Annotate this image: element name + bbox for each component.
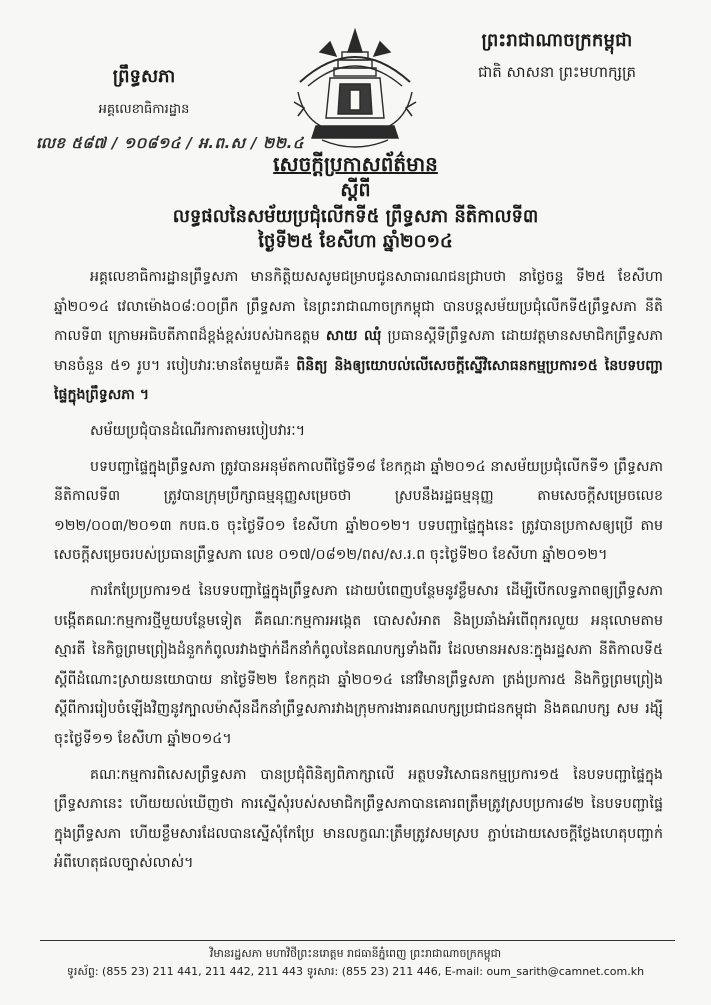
reference-number: លេខ ៥៨៧ / ១០៨១៤ / អ.ព.ស / ២២.៤	[36, 134, 304, 152]
title-subject: លទ្ធផលនៃសម័យប្រជុំលើកទី៥ ព្រឹទ្ធសភា នីតិកាលទី៣	[172, 205, 539, 227]
title-date: ថ្ងៃទី២៥ ខែសីហា ឆ្នាំ២០១៤	[258, 231, 453, 253]
phone-number: (855 23) 211 441, 211 442, 211 443	[102, 965, 304, 978]
paragraph-3: បទបញ្ជាផ្ទៃក្នុងព្រឹទ្ធសភា ត្រូវបានអនុម័តកាលពីថ្ងៃទី១៨ ខែកក្កដា ឆ្នាំ២០១៤ នាសម័យប្រជុំលើកទី១ ព្រឹទ្ធសភា នីតិកាលទី៣ ត្រូវបានក្រុមប្រឹក្សាធម្មនុញ្ញសម្រេចថា ស្របនឹងរដ្ឋធម្មនុញ្ញ តាមសេចក្តីសម្រេចលេខ ១២២/០០៣/២០១៣ កបធ.ច ចុះថ្ងៃទី០១ ខែសីហា ឆ្នាំ២០១២។ បទបញ្ជាផ្ទៃក្នុងនេះ ត្រូវបានប្រកាសឲ្យប្រើ តាមសេចក្តីសម្រេចរបស់ប្រធានព្រឹទ្ធសភា លេខ ០១៧/០៨១២/ពស/ស.រ.ព ចុះថ្ងៃទី២០ ខែសីហា ឆ្នាំ២០១២។	[54, 458, 663, 564]
document-title-block	[0, 152, 711, 254]
document-title: សេចក្តីប្រកាសព័ត៌មាន	[273, 152, 438, 176]
footer-contacts	[0, 963, 711, 981]
paragraph-2: សម័យប្រជុំបានដំណើរការតាមរបៀបវារៈ។	[90, 422, 306, 439]
agenda-item: ពិនិត្យ និងឲ្យយោបល់លើសេចក្តីស្នើវិសោធនកម្មប្រការ១៥ នៃបទបញ្ជាផ្ទៃក្នុងព្រឹទ្ធសភា ។	[54, 357, 663, 404]
title-subject-label: ស្តីពី	[340, 179, 371, 201]
paragraph-1-middle: ប្រធានស្តីទីព្រឹទ្ធសភា ដោយវត្តមានសមាជិកព្រឹទ្ធសភាមានចំនួន ៥១ រូប។ របៀបវារៈមានតែមួយគឺ៖	[54, 328, 664, 374]
department-name: អគ្គលេខាធិការដ្ឋាន	[98, 102, 190, 117]
footer-divider	[40, 940, 675, 941]
footer	[0, 945, 711, 981]
paragraph-1-intro: អគ្គលេខាធិការដ្ឋានព្រឹទ្ធសភា មានកិត្តិយសសូមជម្រាបជូនសាធារណជនជ្រាបថា នាថ្ងៃចន្ទ ទី២៥ ខែសីហា ឆ្នាំ២០១៤ វេលាម៉ោង០៨:០០ព្រឹក ព្រឹទ្ធសភា នៃព្រះរាជាណាចក្រកម្ពុជា បានបន្តសម័យប្រជុំលើកទី៥ព្រឹទ្ធសភា នីតិកាលទី៣ ក្រោមអធិបតីភាពដ៏ខ្ពង់ខ្ពស់របស់ឯកឧត្តម	[54, 269, 663, 345]
president-name: សាយ ឈុំ	[325, 328, 382, 345]
fax-and-email: (855 23) 211 446, E-mail: oum_sarith@camnet.com.kh	[341, 965, 645, 978]
paragraph-4: ការកែប្រែប្រការ១៥ នៃបទបញ្ជាផ្ទៃក្នុងព្រឹទ្ធសភា ដោយបំពេញបន្ថែមនូវខ្លឹមសារ ដើម្បីបើកលទ្ធភាពឲ្យព្រឹទ្ធសភា បង្កើតគណៈកម្មការថ្មីមួយបន្ថែមទៀត គឺគណៈកម្មការអង្កេត បោសសំអាត និងប្រឆាំងអំពើពុករលួយ អនុលោមតាមស្មារតី នៃកិច្ចព្រមព្រៀងដំនួកកំពូលរវាងថ្នាក់ដឹកនាំកំពូលនៃគណបក្សទាំងពីរ ដែលមានអសនៈក្នុងរដ្ឋសភា នីតិកាលទី៥ ស្តីពីដំណោះស្រាយនយោបាយ នាថ្ងៃទី២២ ខែកក្កដា ឆ្នាំ២០១៤ នៅវិមានព្រឹទ្ធសភា ត្រង់ប្រការ៥ និងកិច្ចព្រមព្រៀងស្តីពីការរៀបចំឡើងវិញនូវក្បាលម៉ាស៊ីនដឹកនាំព្រឹទ្ធសភារវាងក្រុមការងារគណបក្សប្រជាជនកម្ពុជា និងគណបក្ស សម រង្ស៊ី ចុះថ្ងៃទី១១ ខែសីហា ឆ្នាំ២០១៤។	[54, 582, 663, 747]
institution-name: ព្រឹទ្ធសភា	[112, 66, 176, 87]
fax-label: ទូរសារ:	[306, 965, 339, 978]
national-motto: ជាតិ សាសនា ព្រះមហាក្សត្រ	[477, 63, 637, 81]
paragraph-5: គណៈកម្មការពិសេសព្រឹទ្ធសភា បានប្រជុំពិនិត្យពិភាក្សាលើ អត្ថបទវិសោធនកម្មប្រការ១៥ នៃបទបញ្ជាផ្ទៃក្នុងព្រឹទ្ធសភានេះ ហើយយល់ឃើញថា ការស្នើសុំរបស់សមាជិកព្រឹទ្ធសភាបានគោរពត្រឹមត្រូវស្របប្រការ៨២ នៃបទបញ្ជាផ្ទៃក្នុងព្រឹទ្ធសភា ហើយខ្លឹមសារដែលបានស្នើសុំកែប្រែ មានលក្ខណៈត្រឹមត្រូវសមស្រប ភ្ជាប់ដោយសេចក្តីថ្លែងហេតុបញ្ជាក់អំពីហេតុផលច្បាស់លាស់។	[54, 766, 663, 872]
kingdom-header	[457, 28, 657, 85]
kingdom-name: ព្រះរាជាណាចក្រកម្ពុជា	[481, 30, 633, 51]
institution-header	[34, 64, 254, 120]
document-body	[54, 263, 663, 885]
paragraph-1	[54, 263, 663, 411]
footer-address: វិមានរដ្ឋសភា មហាវិថីព្រះនរោត្តម រាជធានីភ្នំពេញ ព្រះរាជាណាចក្រកម្ពុជា	[209, 947, 502, 960]
phone-label: ទូរស័ព្ទ:	[66, 965, 99, 978]
